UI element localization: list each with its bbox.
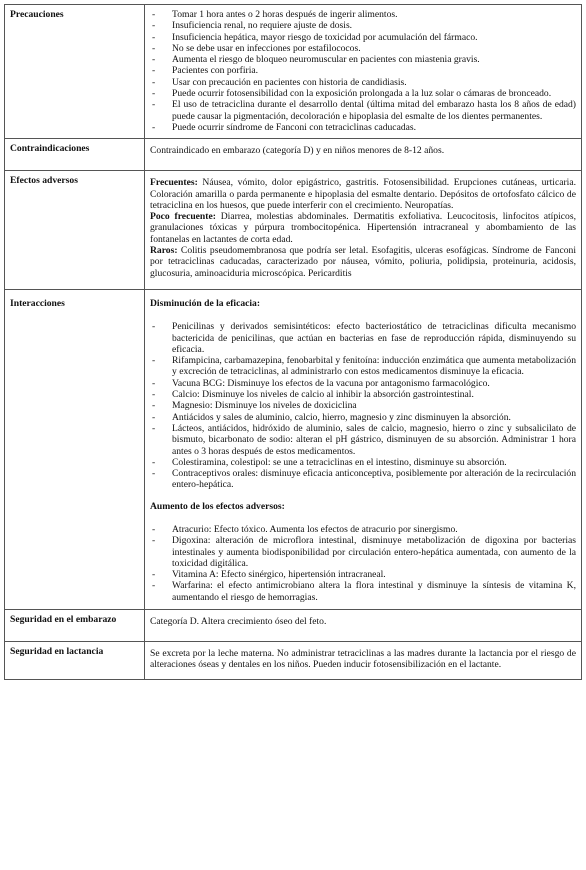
content-interacciones bbox=[145, 289, 582, 609]
list-item: - Usar con precaución en pacientes con historia de candidiasis. bbox=[150, 77, 576, 88]
content-seguridad-lactancia: Se excreta por la leche materna. No administrar tetraciclinas a las madres durante la lactancia por el riesgo de alteraciones óseas y dentales en los niños. Pueden inducir fotosensibilización en el lactante. bbox=[145, 642, 582, 680]
list-item: - Penicilinas y derivados semisintéticos: efecto bacteriostático de tetraciclinas dificulta mecanismo bactericida de penicilinas, que actúan en bacterias en fase de reproducción rápida, disminuyendo su eficacia. bbox=[150, 321, 576, 355]
list-item: - Magnesio: Disminuye los niveles de doxiciclina bbox=[150, 400, 576, 411]
list-item: - Puede ocurrir fotosensibilidad con la exposición prolongada a la luz solar o cámaras de bronceado. bbox=[150, 88, 576, 99]
raros-paragraph bbox=[150, 245, 576, 279]
list-item: - Aumenta el riesgo de bloqueo neuromuscular en pacientes con miastenia gravis. bbox=[150, 54, 576, 65]
list-item: - Warfarina: el efecto antimicrobiano altera la flora intestinal y disminuye la síntesis de vitamina K, aumentando el riesgo de hemorragias. bbox=[150, 580, 576, 603]
content-seguridad-embarazo: Categoría D. Altera crecimiento óseo del feto. bbox=[145, 610, 582, 642]
content-precauciones bbox=[145, 5, 582, 139]
list-item: - Lácteos, antiácidos, hidróxido de aluminio, sales de calcio, magnesio, hierro o zinc y subsalicilato de bismuto, bicarbonato de sodio: alteran el pH gástrico, disminuyen de su absorción. Administrar 1 hora antes o 3 horas después de estos medicamentos. bbox=[150, 423, 576, 457]
row-efectos-adversos bbox=[5, 171, 582, 290]
poco-frecuente-paragraph bbox=[150, 211, 576, 245]
aumento-list bbox=[150, 524, 576, 603]
list-item: - Tomar 1 hora antes o 2 horas después de ingerir alimentos. bbox=[150, 9, 576, 20]
frecuentes-paragraph bbox=[150, 177, 576, 211]
list-item: - Colestiramina, colestipol: se une a tetraciclinas en el intestino, disminuye su absorción. bbox=[150, 457, 576, 468]
row-precauciones bbox=[5, 5, 582, 139]
list-item: - Digoxina: alteración de microflora intestinal, disminuye metabolización de digoxina por bacterias intestinales y aumenta biodisponibilidad por circulación entero-hepática aumentada, con aumento de la toxicidad digitálica. bbox=[150, 535, 576, 569]
label-precauciones: Precauciones bbox=[5, 5, 145, 139]
aumento-heading: Aumento de los efectos adversos: bbox=[150, 500, 285, 512]
list-item: - Insuficiencia hepática, mayor riesgo de toxicidad por acumulación del fármaco. bbox=[150, 32, 576, 43]
disminucion-list bbox=[150, 321, 576, 490]
list-item: - Calcio: Disminuye los niveles de calcio al inhibir la absorción gastrointestinal. bbox=[150, 389, 576, 400]
label-interacciones: Interacciones bbox=[5, 289, 145, 609]
raros-label: Raros: bbox=[150, 245, 178, 257]
frecuentes-label: Frecuentes: bbox=[150, 177, 198, 189]
list-item: - Rifampicina, carbamazepina, fenobarbital y fenitoína: inducción enzimática que aumenta metabolización y excreción de tetraciclinas, al administrarlo con estos medicamentos disminuye la eficacia. bbox=[150, 355, 576, 378]
content-efectos-adversos bbox=[145, 171, 582, 290]
spacer bbox=[150, 491, 576, 501]
drug-info-table bbox=[4, 4, 582, 680]
poco-frecuente-label: Poco frecuente: bbox=[150, 211, 216, 223]
list-item: - El uso de tetraciclina durante el desarrollo dental (última mitad del embarazo hasta los 8 años de edad) puede causar la pigmentación, decoloración e hipoplasia del esmalte de los dientes permanentes. bbox=[150, 99, 576, 122]
poco-frecuente-text: Diarrea, molestias abdominales. Dermatitis exfoliativa. Leucocitosis, linfocitos atípicos, granulaciones tóxicas y púrpura trombocitopénica. Hipertensión intracraneal y abombamiento de las fontanelas en lactantes de corta edad. bbox=[150, 211, 576, 245]
list-item: - Pacientes con porfiria. bbox=[150, 65, 576, 76]
row-interacciones bbox=[5, 289, 582, 609]
label-seguridad-lactancia: Seguridad en lactancia bbox=[5, 642, 145, 680]
list-item: - Antiácidos y sales de aluminio, calcio, hierro, magnesio y zinc disminuyen la absorción. bbox=[150, 412, 576, 423]
list-item: - Insuficiencia renal, no requiere ajuste de dosis. bbox=[150, 20, 576, 31]
list-item: - Vacuna BCG: Disminuye los efectos de la vacuna por antagonismo farmacológico. bbox=[150, 378, 576, 389]
content-contraindicaciones: Contraindicado en embarazo (categoría D) y en niños menores de 8-12 años. bbox=[145, 139, 582, 171]
row-seguridad-embarazo bbox=[5, 610, 582, 642]
list-item: - Vitamina A: Efecto sinérgico, hipertensión intracraneal. bbox=[150, 569, 576, 580]
row-contraindicaciones bbox=[5, 139, 582, 171]
label-seguridad-embarazo: Seguridad en el embarazo bbox=[5, 610, 145, 642]
frecuentes-text: Náusea, vómito, dolor epigástrico, gastritis. Fotosensibilidad. Erupciones cutáneas, urticaria. Coloración amarilla o parda permanente e hipoplasia del esmalte dentario. Depósitos de ortofosfato cálcico de tetraciclina en los huesos, que puede interferir con el crecimiento. Neuropatías. bbox=[150, 177, 576, 211]
list-item: - Contraceptivos orales: disminuye eficacia anticonceptiva, posiblemente por alteración de la recirculación entero-hepática. bbox=[150, 468, 576, 491]
label-contraindicaciones: Contraindicaciones bbox=[5, 139, 145, 171]
disminucion-heading: Disminución de la eficacia: bbox=[150, 297, 261, 309]
label-efectos-adversos: Efectos adversos bbox=[5, 171, 145, 290]
list-item: - Puede ocurrir síndrome de Fanconi con tetraciclinas caducadas. bbox=[150, 122, 576, 133]
list-item: - No se debe usar en infecciones por estafilococos. bbox=[150, 43, 576, 54]
precauciones-list bbox=[150, 9, 576, 133]
row-seguridad-lactancia bbox=[5, 642, 582, 680]
raros-text: Colitis pseudomembranosa que podría ser letal. Esofagitis, ulceras esofágicas. Síndrome de Fanconi por tetraciclinas caducadas, caracterizado por náusea, vómito, poliuria, polidipsia, proteinuria, acidosis, glucosuria, aminoaciduria microscópica. Pericarditis bbox=[150, 245, 576, 279]
list-item: - Atracurio: Efecto tóxico. Aumenta los efectos de atracurio por sinergismo. bbox=[150, 524, 576, 535]
